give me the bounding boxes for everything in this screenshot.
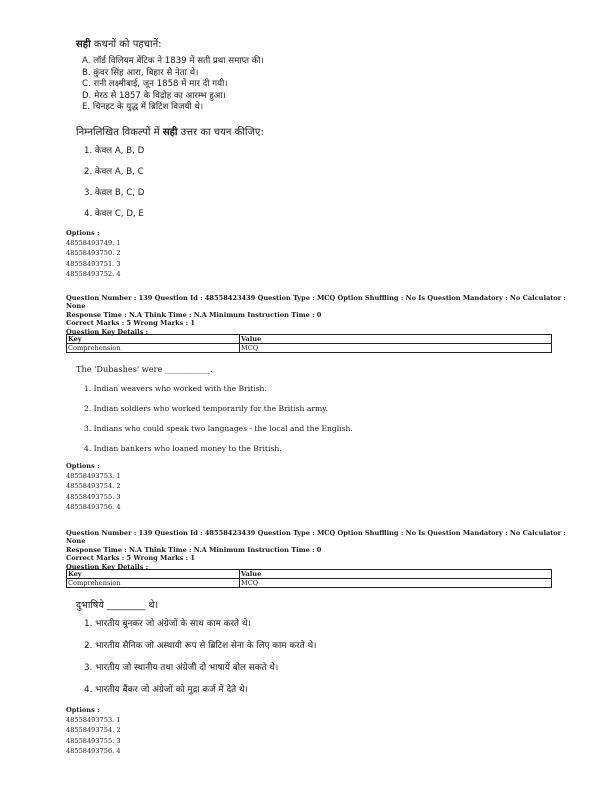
- q1-statement: B. कुंवर सिंह आरा, बिहार से नेता थे।: [82, 67, 199, 78]
- q3-option-id: 48558493756. 4: [66, 747, 121, 756]
- q3-meta-line2: Response Time : N.A Think Time : N.A Minimum Instruction Time : 0: [66, 545, 322, 554]
- q1-option-id: 48558493751. 3: [66, 259, 121, 268]
- q1-statement: E. चिनहट के युद्ध में ब्रिटिश विजयी थे।: [82, 102, 204, 113]
- q3-choice: 3. भारतीय जो स्थानीय तथा अंग्रेजी दो भाषायें बोल सकते थे।: [84, 663, 279, 673]
- q3-marks: Correct Marks : 5 Wrong Marks : 1: [66, 554, 195, 563]
- q1-choose-instruction: [76, 124, 264, 138]
- q1-intro: [76, 36, 162, 50]
- q1-choice: 1. केवल A, B, D: [84, 146, 145, 156]
- q1-statement: A. लॉर्ड विलियम बेंटिक ने 1839 में सती प्रथा समाप्त की।: [82, 56, 264, 66]
- q2-marks: Correct Marks : 5 Wrong Marks : 1: [66, 319, 195, 328]
- q1-choose-bold: सही: [162, 127, 178, 138]
- q3-option-id: 48558493755. 3: [66, 736, 121, 745]
- q2-choice: 2. Indian soldiers who worked temporarily for the British army.: [84, 404, 328, 413]
- q2-option-id: 48558493755. 3: [66, 492, 121, 501]
- q3-meta: [66, 529, 586, 571]
- q1-options-heading: Options :: [66, 229, 100, 237]
- q1-choice: 2. केवल A, B, C: [84, 167, 144, 177]
- table-cell-value: MCQ: [240, 344, 552, 353]
- q3-choice: 2. भारतीय सैनिक जो अस्थायी रूप से ब्रिटिश सेना के लिए काम करते थे।: [84, 641, 317, 651]
- table-row: [67, 344, 552, 353]
- q2-option-id: 48558493754. 2: [66, 482, 121, 491]
- q1-choice-list: [84, 144, 144, 228]
- table-header-value: Value: [240, 335, 552, 344]
- q3-question: दुभाषिये ________ थे।: [76, 600, 159, 611]
- table-cell-key: Comprehension: [67, 344, 240, 353]
- q1-choice: 4. केवल C, D, E: [84, 209, 144, 219]
- q1-statement: C. रानी लक्ष्मीबाई, जून 1858 में मार दी गयी।: [82, 79, 228, 90]
- q1-intro-bold: सही: [76, 39, 91, 50]
- table-header-row: [67, 335, 552, 344]
- q2-choice-list: [84, 383, 353, 463]
- q2-meta-line2: Response Time : N.A Think Time : N.A Minimum Instruction Time : 0: [66, 310, 322, 319]
- q3-key-table: [66, 569, 552, 588]
- q2-option-id-list: [66, 471, 121, 513]
- q1-option-id: 48558493750. 2: [66, 249, 121, 258]
- q2-options-heading: Options :: [66, 462, 100, 470]
- q2-meta: [66, 294, 586, 336]
- q3-option-id: 48558493753. 1: [66, 716, 121, 724]
- q1-option-id: 48558493752. 4: [66, 270, 121, 279]
- q3-option-id-list: [66, 715, 121, 757]
- q1-choice: 3. केवल B, C, D: [84, 188, 145, 198]
- q3-meta-line1: Question Number : 139 Question Id : 48558423439 Question Type : MCQ Option Shuffling : No Is Question Mandatory : No Calculator : None: [66, 529, 566, 546]
- q1-choose-pre: निम्नलिखित विकल्पों में: [76, 127, 163, 138]
- q2-option-id: 48558493756. 4: [66, 503, 121, 512]
- table-header-key: Key: [67, 570, 240, 579]
- q2-question: The 'Dubashes' were ___________.: [76, 364, 213, 374]
- q3-option-id: 48558493754. 2: [66, 726, 121, 735]
- q2-choice: 1. Indian weavers who worked with the British.: [84, 384, 267, 393]
- q2-option-id: 48558493753. 1: [66, 472, 121, 480]
- q3-key-details: Question Key Details :: [66, 562, 149, 571]
- table-header-key: Key: [67, 335, 240, 344]
- q3-choice: 4. भारतीय बैंकर जो अंग्रेजों को मुद्रा कर्ज में देते थे।: [84, 685, 248, 695]
- q2-choice: 3. Indians who could speak two languages - the local and the English.: [84, 424, 353, 433]
- q2-key-table: [66, 334, 552, 353]
- q1-choose-post: उत्तर का चयन कीजिए:: [177, 127, 264, 138]
- q2-key-details: Question Key Details :: [66, 327, 149, 336]
- table-cell-value: MCQ: [240, 579, 552, 588]
- table-row: [67, 579, 552, 588]
- q1-option-id-list: [66, 238, 121, 280]
- q1-statement: D. मेरठ से 1857 के विद्रोह का आरम्भ हुआ।: [82, 90, 226, 101]
- table-header-row: [67, 570, 552, 579]
- table-header-value: Value: [240, 570, 552, 579]
- q1-intro-rest: कथनों को पहचानें:: [90, 39, 162, 50]
- q2-choice: 4. Indian bankers who loaned money to the British.: [84, 444, 282, 453]
- q3-choice: 1. भारतीय बुनकर जो अंग्रेजों के साथ काम करते थे।: [84, 619, 251, 629]
- q1-option-id: 48558493749. 1: [66, 239, 121, 247]
- q1-statement-list: [82, 56, 264, 114]
- table-cell-key: Comprehension: [67, 579, 240, 588]
- q3-choice-list: [84, 618, 316, 706]
- q3-options-heading: Options :: [66, 706, 100, 714]
- q2-meta-line1: Question Number : 139 Question Id : 48558423439 Question Type : MCQ Option Shuffling : No Is Question Mandatory : No Calculator : None: [66, 294, 566, 311]
